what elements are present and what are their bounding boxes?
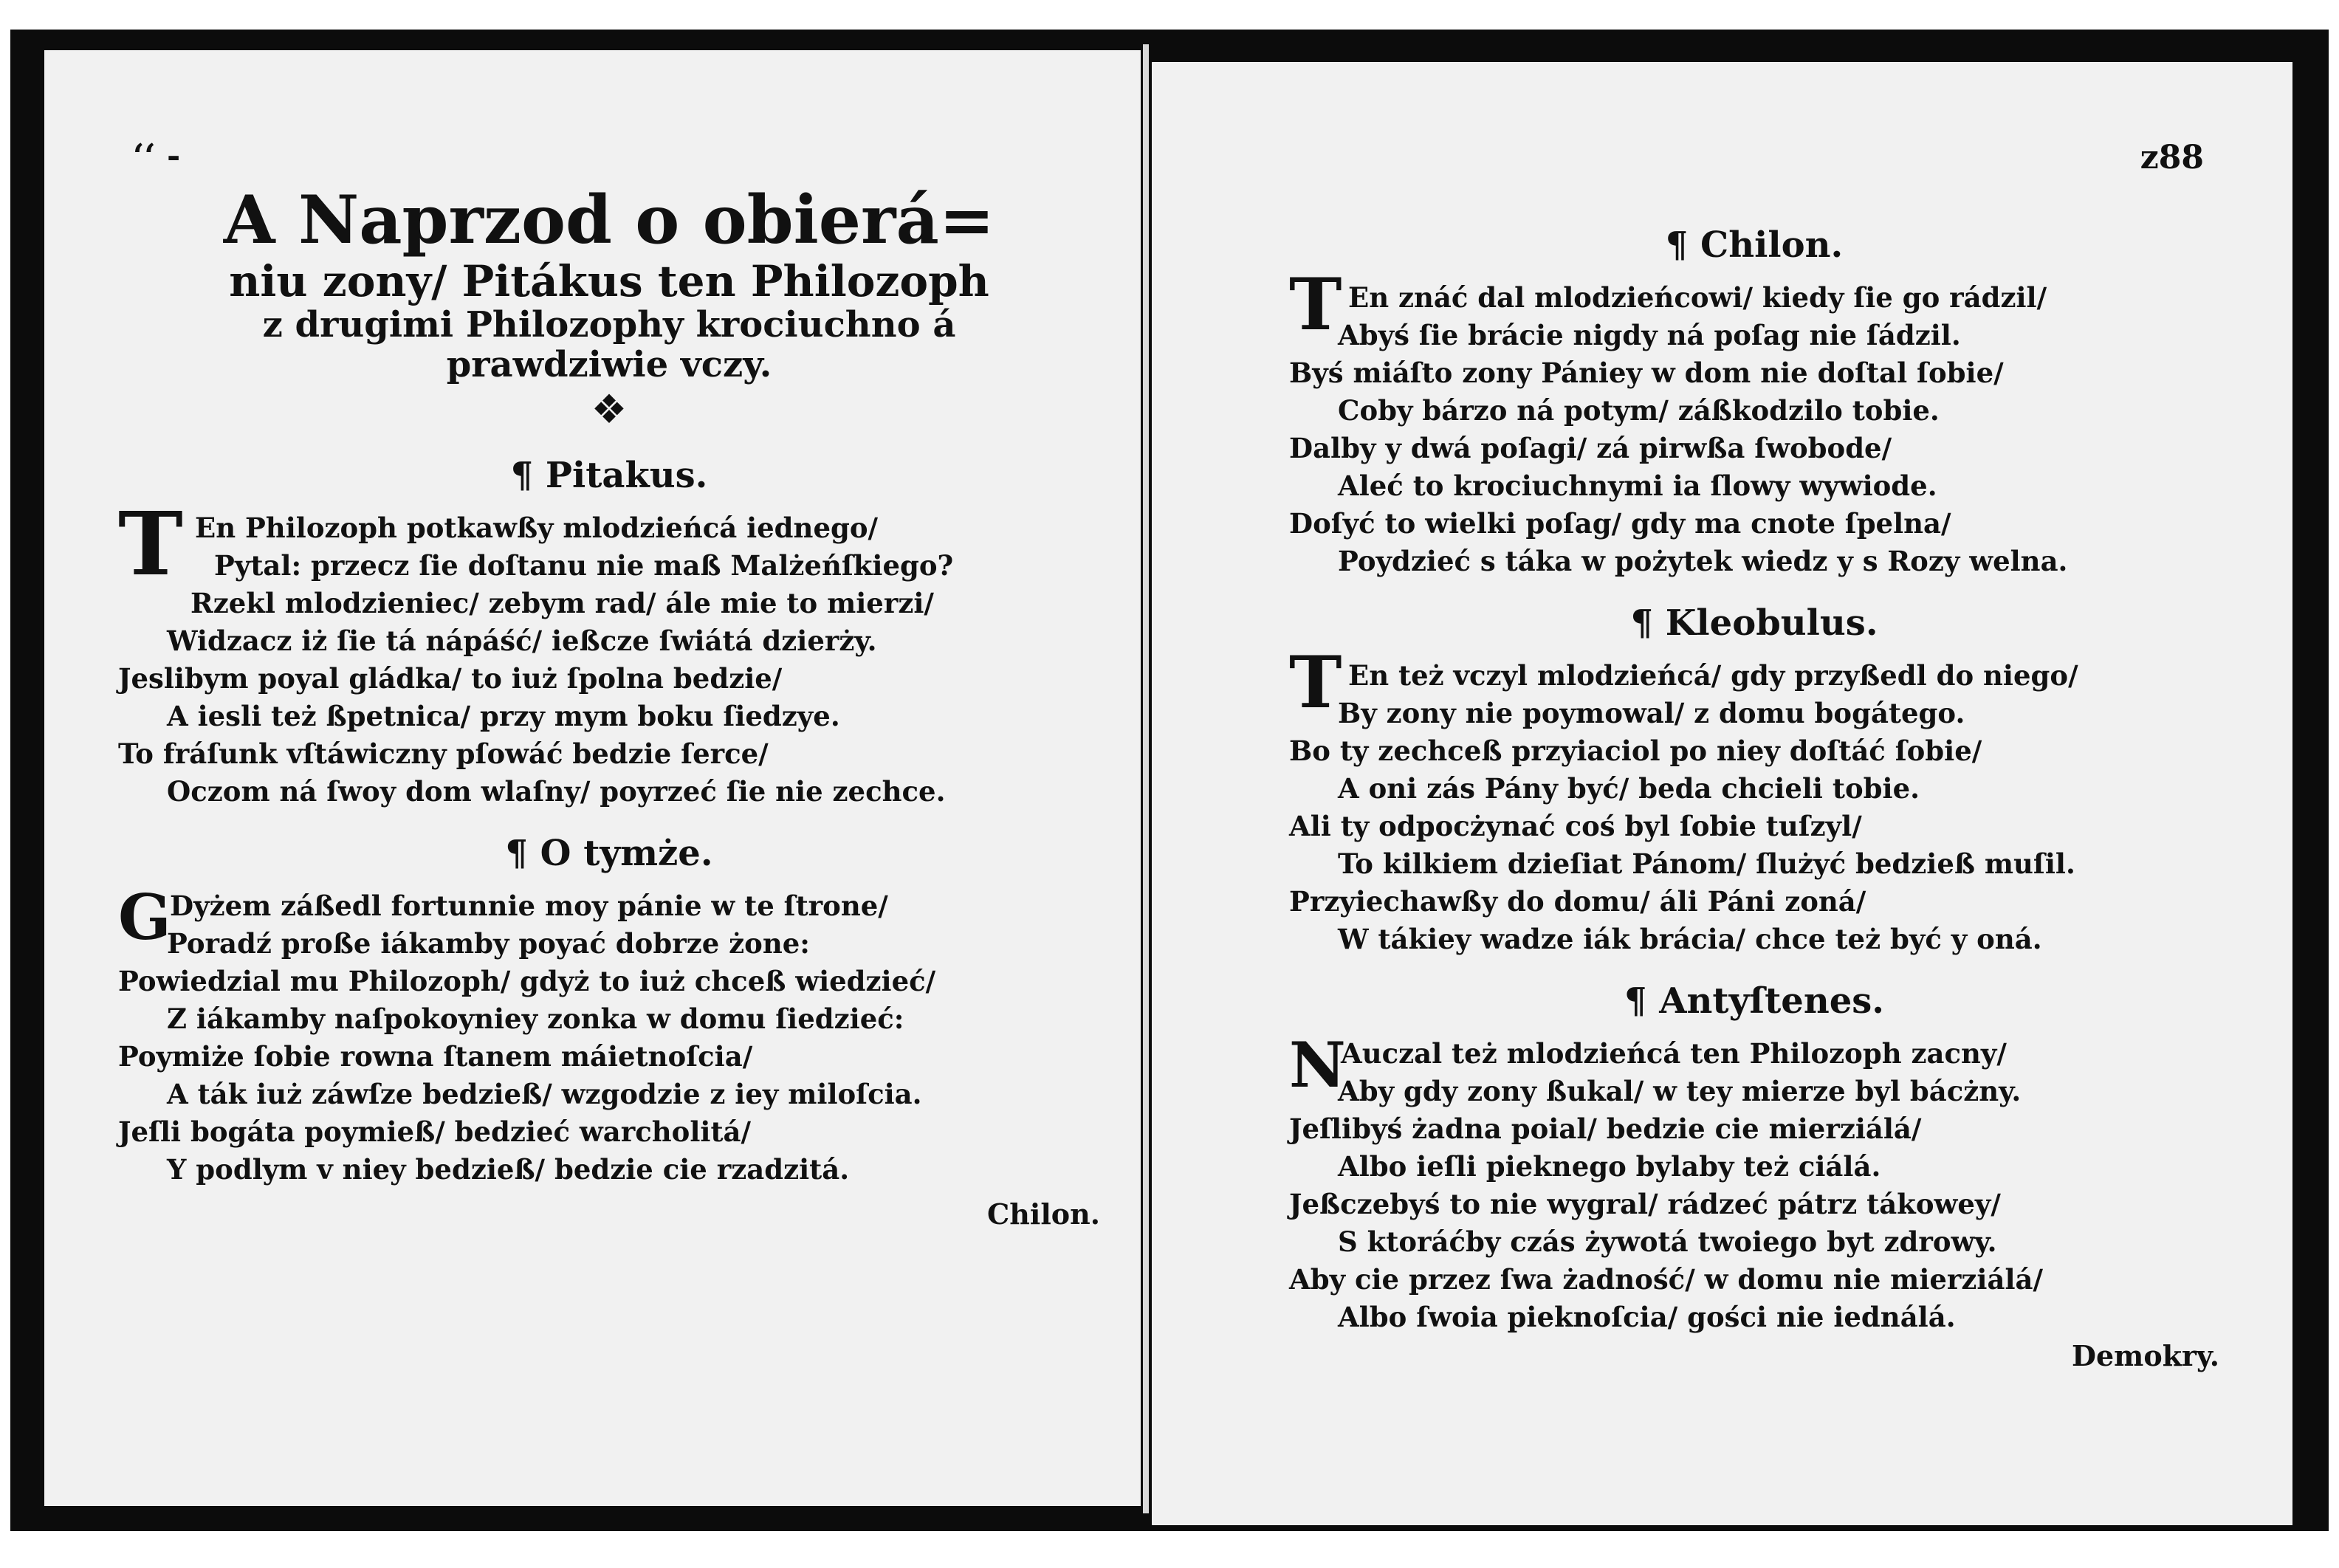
section-o-tymze <box>118 833 1100 1231</box>
verse-line: T En też vczyl mlodzieńcá/ gdy przyßedl do niego/ <box>1289 641 2078 724</box>
verse-line: Byś miáſto zony Pániey w dom nie doſtal ſobie/ <box>1289 357 2004 389</box>
verse-line: Y podlym v niey bedzieß/ bedzie cie rzadzitá. <box>167 1153 850 1186</box>
verse-line: Aleć to krociuchnymi ia ſlowy wywiode. <box>1338 470 1937 502</box>
verse-line: Dalby y dwá poſagi/ zá pirwßa ſwobode/ <box>1289 432 1892 464</box>
section-heading: ¶ Pitakus. <box>510 455 708 497</box>
verse-line: A oni zás Pány być/ beda chcieli tobie. <box>1338 772 1920 805</box>
verse-line: G Dyżem záßedl fortunnie moy pánie w te ſtrone/ <box>118 887 1100 925</box>
section-pitakus <box>118 455 1100 811</box>
verse <box>1289 641 2219 958</box>
title-line: z drugimi Philozophy krociuchno á <box>262 303 956 345</box>
book-gutter <box>1143 44 1149 1513</box>
verse-line: Poradź proße iákamby poyać dobrze żone: <box>167 927 810 960</box>
verse-line: Poydzieć s táka w pożytek wiedz y s Rozy welna. <box>1338 545 2068 577</box>
page-title <box>118 183 1100 385</box>
section-heading: ¶ Chilon. <box>1665 224 1844 266</box>
verse-line: N Auczal też mlodzieńcá ten Philozoph zacny/ <box>1289 1035 2219 1073</box>
drop-cap: T <box>1289 263 1342 346</box>
catchword: Chilon. <box>987 1197 1100 1231</box>
page-number: ʻʻ - <box>133 137 181 175</box>
verse <box>1289 263 2219 580</box>
verse-line: T En znáć dal mlodzieńcowi/ kiedy ſie go rádzil/ <box>1289 263 2047 346</box>
verse-line: Aby gdy zony ßukal/ w tey mierze byl bácżny. <box>1338 1075 2022 1107</box>
verse-line: Coby bárzo ná potym/ záßkodzilo tobie. <box>1338 394 1940 427</box>
verse-line: Jeßczebyś to nie wygral/ rádzeć pátrz tákowey/ <box>1289 1188 2001 1220</box>
drop-cap: T <box>1289 641 1342 724</box>
drop-cap: T <box>118 492 183 596</box>
section-heading: ¶ O tymże. <box>505 833 713 875</box>
verse-line: Albo ieſli pieknego bylaby też ciálá. <box>1338 1150 1881 1183</box>
verse-line: Poymiże ſobie rowna ſtanem máietnoſcia/ <box>118 1040 753 1073</box>
page-number: z88 <box>2140 139 2204 176</box>
verse <box>118 492 1100 811</box>
section-antystenes <box>1289 980 2219 1372</box>
verse-line: W tákiey wadze iák brácia/ chce też być y oná. <box>1338 923 2042 955</box>
verse-line: Abyś ſie brácie nigdy ná poſag nie ſádzil. <box>1338 319 1961 351</box>
verse-line: Jeſli bogáta poymieß/ bedzieć warcholitá/ <box>118 1115 752 1149</box>
verse-line: Bo ty zechceß przyiaciol po niey doſtáć ſobie/ <box>1289 735 1982 767</box>
verse-line: T En Philozoph potkawßy mlodzieńcá iednego/ <box>118 492 879 596</box>
verse-line: Jeslibym poyal gládka/ to iuż ſpolna bedzie/ <box>118 662 783 695</box>
verse-line: Albo ſwoia pieknoſcia/ gości nie iednálá. <box>1338 1301 1956 1333</box>
verse-line: Jeſlibyś żadna poial/ bedzie cie mierziálá/ <box>1289 1113 1922 1145</box>
section-chilon <box>1289 224 2219 580</box>
verse <box>1289 1028 2219 1336</box>
verse-line: Pytal: przecz ſie doſtanu nie maß Malżeńſkiego? <box>214 549 954 582</box>
title-line: prawdziwie vczy. <box>446 343 772 385</box>
verse-line: A iesli też ßpetnica/ przy mym boku ſiedzye. <box>167 700 840 733</box>
verse-line: Ali ty odpocżynać coś byl ſobie tuſzyl/ <box>1289 810 1862 842</box>
ornament-icon: ❖ <box>591 386 628 433</box>
verse-line: Powiedzial mu Philozoph/ gdyż to iuż chceß wiedzieć/ <box>118 965 936 998</box>
verse-line: A ták iuż záwſze bedzieß/ wzgodzie z iey miloſcia. <box>167 1078 922 1111</box>
verse-line: To kilkiem dzieſiat Pánom/ ſlużyć bedzieß muſil. <box>1338 847 2075 880</box>
section-kleobulus <box>1289 602 2219 958</box>
verse-line: Widzacz iż ſie tá nápáść/ ießcze ſwiátá dzierży. <box>167 625 877 658</box>
title-line: A Naprzod o obierá= <box>223 181 995 259</box>
verse-line: Aby cie przez ſwa żadność/ w domu nie mierziálá/ <box>1289 1263 2044 1296</box>
left-column <box>118 183 1100 1231</box>
verse-line: Doſyć to wielki poſag/ gdy ma cnote ſpelna/ <box>1289 507 1951 540</box>
verse-line: By zony nie poymowal/ z domu bogátego. <box>1338 697 1965 729</box>
verse-line: Oczom ná ſwoy dom wlaſny/ poyrzeć ſie nie zechce. <box>167 775 946 808</box>
drop-cap: N <box>1289 1028 1346 1101</box>
left-page <box>44 50 1141 1506</box>
section-heading: ¶ Kleobulus. <box>1630 602 1878 644</box>
right-page <box>1152 62 2292 1525</box>
drop-cap: G <box>118 881 171 955</box>
title-line: niu zony/ Pitákus ten Philozoph <box>229 255 989 306</box>
verse-line: Z iákamby naſpokoyniey zonka w domu ſiedzieć: <box>167 1003 904 1036</box>
verse-line: To fráſunk vſtáwiczny pſowáć bedzie ſerce/ <box>118 737 769 771</box>
verse <box>118 881 1100 1189</box>
right-column <box>1289 224 2219 1372</box>
verse-line: Przyiechawßy do domu/ áli Páni zoná/ <box>1289 885 1866 918</box>
catchword: Demokry. <box>2072 1339 2219 1372</box>
verse-line: Rzekl mlodzieniec/ zebym rad/ ále mie to mierzi/ <box>190 587 934 620</box>
section-heading: ¶ Antyſtenes. <box>1624 980 1884 1022</box>
verse-line: S ktoráćby czás żywotá twoiego byt zdrowy. <box>1338 1225 1997 1258</box>
